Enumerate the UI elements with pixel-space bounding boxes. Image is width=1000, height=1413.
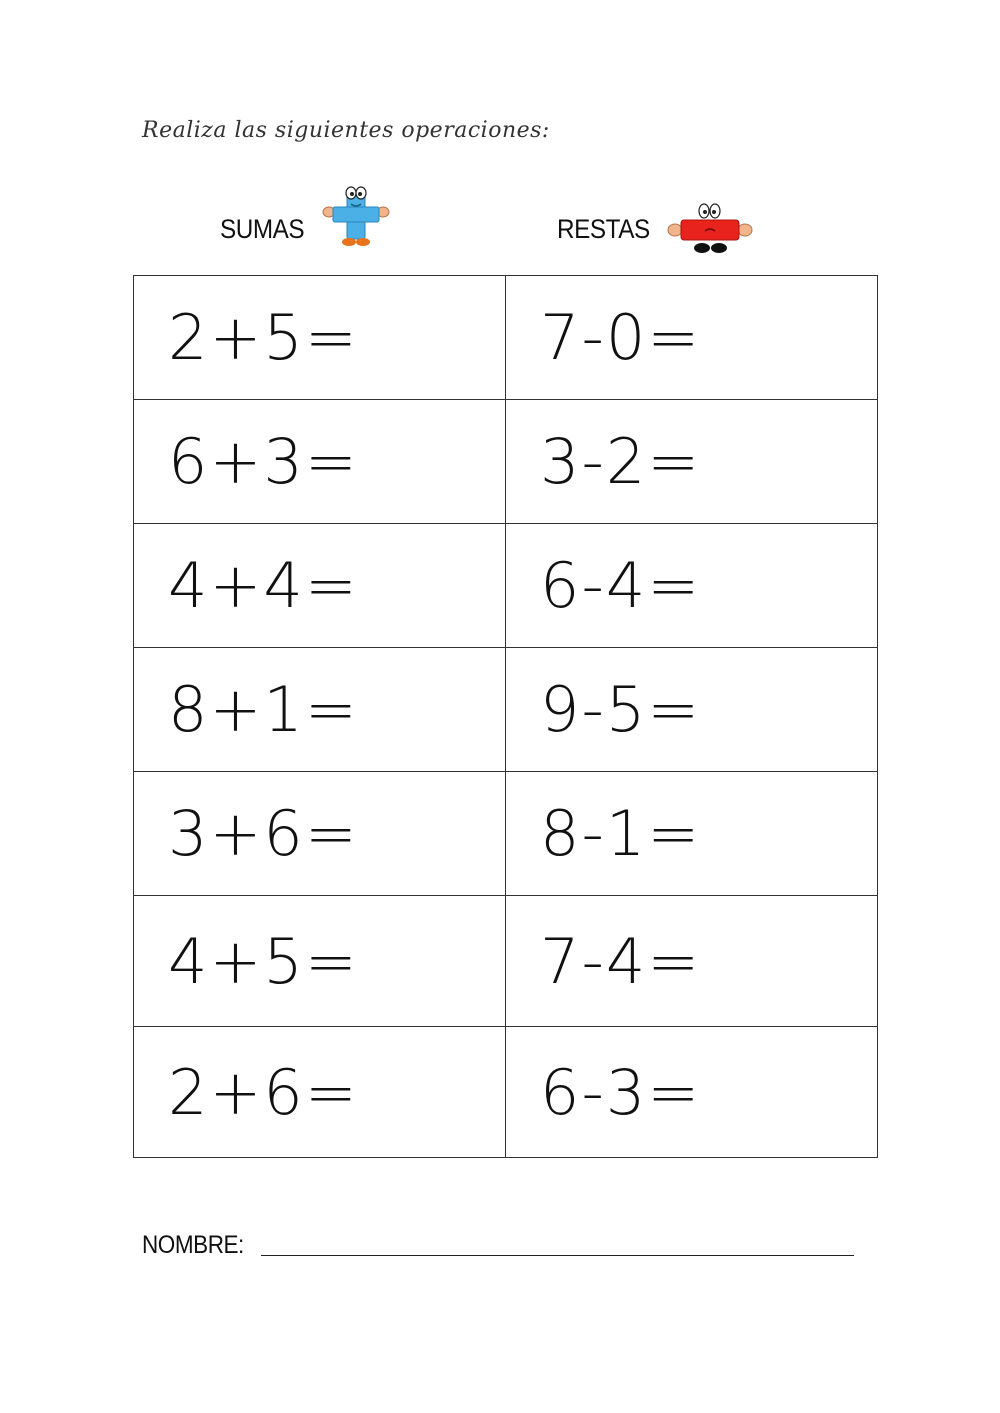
sum-cell[interactable]: 2+5= <box>134 276 506 400</box>
name-label: NOMBRE: <box>142 1231 244 1259</box>
operations-table <box>133 275 878 1158</box>
sum-cell[interactable]: 2+6= <box>134 1027 506 1158</box>
table-row <box>134 772 878 896</box>
name-input-line[interactable] <box>261 1254 854 1256</box>
sum-cell[interactable]: 4+5= <box>134 896 506 1027</box>
subtraction-cell[interactable]: 9-5= <box>506 648 878 772</box>
subtraction-cell[interactable]: 3-2= <box>506 400 878 524</box>
minus-mascot-icon <box>667 200 753 254</box>
table-row <box>134 648 878 772</box>
subtraction-cell[interactable]: 6-3= <box>506 1027 878 1158</box>
sum-cell[interactable]: 3+6= <box>134 772 506 896</box>
plus-mascot-icon <box>322 185 390 247</box>
sum-cell[interactable]: 6+3= <box>134 400 506 524</box>
subtraction-cell[interactable]: 6-4= <box>506 524 878 648</box>
subtraction-cell[interactable]: 8-1= <box>506 772 878 896</box>
table-row <box>134 524 878 648</box>
table-row <box>134 1027 878 1158</box>
subtractions-header: RESTAS <box>557 214 650 244</box>
sum-cell[interactable]: 4+4= <box>134 524 506 648</box>
sums-header: SUMAS <box>220 214 305 244</box>
table-row <box>134 896 878 1027</box>
subtraction-cell[interactable]: 7-0= <box>506 276 878 400</box>
name-row <box>142 1230 854 1260</box>
sum-cell[interactable]: 8+1= <box>134 648 506 772</box>
table-row <box>134 400 878 524</box>
subtraction-cell[interactable]: 7-4= <box>506 896 878 1027</box>
instruction-text: Realiza las siguientes operaciones: <box>142 118 550 143</box>
table-row <box>134 276 878 400</box>
